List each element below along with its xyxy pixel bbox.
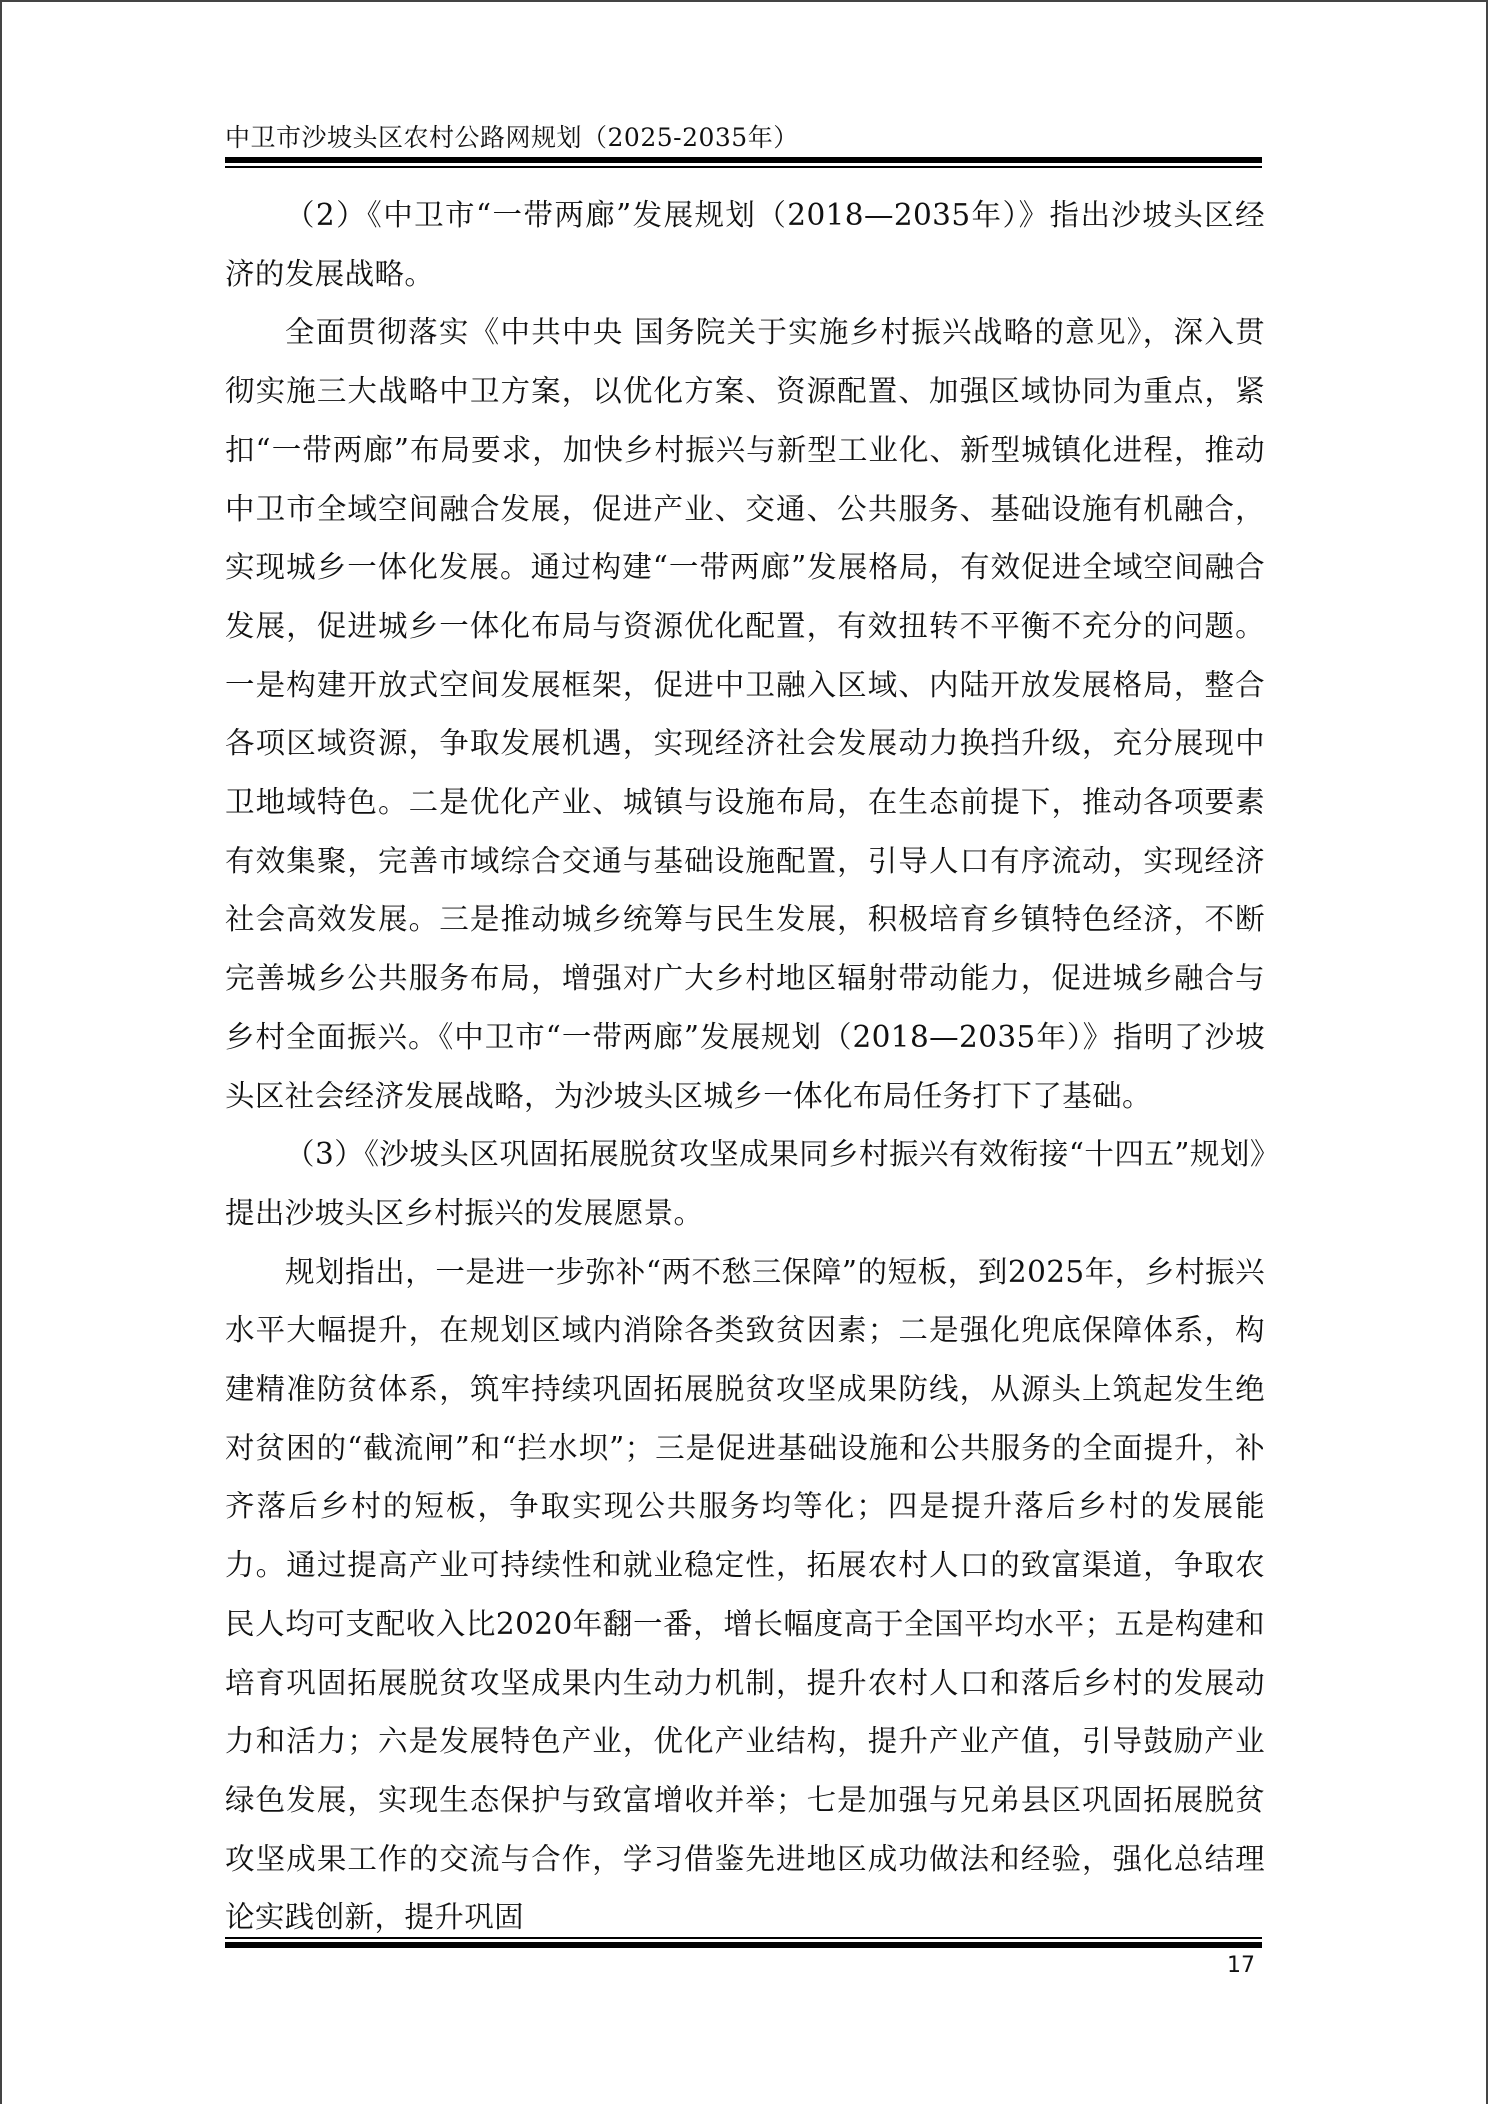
footer-rule-thin [225, 1937, 1262, 1939]
page-border-top [0, 0, 1488, 2]
paragraph-plan-2-heading: （2）《中卫市“一带两廊”发展规划（2018—2035年）》指出沙坡头区经济的发展战略。 [225, 198, 1265, 291]
header-rule-thin [225, 166, 1262, 168]
page-number: 17 [1227, 1953, 1255, 1978]
paragraph-plan-3-content: 规划指出，一是进一步弥补“两不愁三保障”的短板，到2025年，乡村振兴水平大幅提升，在规划区域内消除各类致贫因素；二是强化兜底保障体系，构建精准防贫体系，筑牢持续巩固拓展脱贫攻坚成果防线，从源头上筑起发生绝对贫困的“截流闸”和“拦水坝”；三是促进基础设施和公共服务的全面提升，补齐落后乡村的短板，争取实现公共服务均等化；四是提升落后乡村的发展能力。通过提高产业可持续性和就业稳定性，拓展农村人口的致富渠道，争取农民人均可支配收入比2020年翻一番，增长幅度高于全国平均水平；五是构建和培育巩固拓展脱贫攻坚成果内生动力机制，提升农村人口和落后乡村的发展动力和活力；六是发展特色产业，优化产业结构，提升产业产值，引导鼓励产业绿色发展，实现生态保护与致富增收并举；七是加强与兄弟县区巩固拓展脱贫攻坚成果工作的交流与合作，学习借鉴先进地区成功做法和经验，强化总结理论实践创新，提升巩固 [225, 1254, 1265, 1935]
header-rule-thick [225, 157, 1262, 163]
footer-rule-thick [225, 1942, 1262, 1948]
document-body [225, 186, 1265, 1947]
page-border-left [0, 0, 2, 2104]
running-header: 中卫市沙坡头区农村公路网规划（2025-2035年） [225, 123, 799, 152]
paragraph-plan-2-content: 全面贯彻落实《中共中央 国务院关于实施乡村振兴战略的意见》，深入贯彻实施三大战略中卫方案，以优化方案、资源配置、加强区域协同为重点，紧扣“一带两廊”布局要求，加快乡村振兴与新型工业化、新型城镇化进程，推动中卫市全域空间融合发展，促进产业、交通、公共服务、基础设施有机融合，实现城乡一体化发展。通过构建“一带两廊”发展格局，有效促进全域空间融合发展，促进城乡一体化布局与资源优化配置，有效扭转不平衡不充分的问题。一是构建开放式空间发展框架，促进中卫融入区域、内陆开放发展格局，整合各项区域资源，争取发展机遇，实现经济社会发展动力换挡升级，充分展现中卫地域特色。二是优化产业、城镇与设施布局，在生态前提下，推动各项要素有效集聚，完善市域综合交通与基础设施配置，引导人口有序流动，实现经济社会高效发展。三是推动城乡统筹与民生发展，积极培育乡镇特色经济，不断完善城乡公共服务布局，增强对广大乡村地区辐射带动能力，促进城乡融合与乡村全面振兴。《中卫市“一带两廊”发展规划（2018—2035年）》指明了沙坡头区社会经济发展战略，为沙坡头区城乡一体化布局任务打下了基础。 [225, 315, 1265, 1113]
paragraph-plan-3-heading: （3）《沙坡头区巩固拓展脱贫攻坚成果同乡村振兴有效衔接“十四五”规划》提出沙坡头区乡村振兴的发展愿景。 [225, 1137, 1265, 1230]
